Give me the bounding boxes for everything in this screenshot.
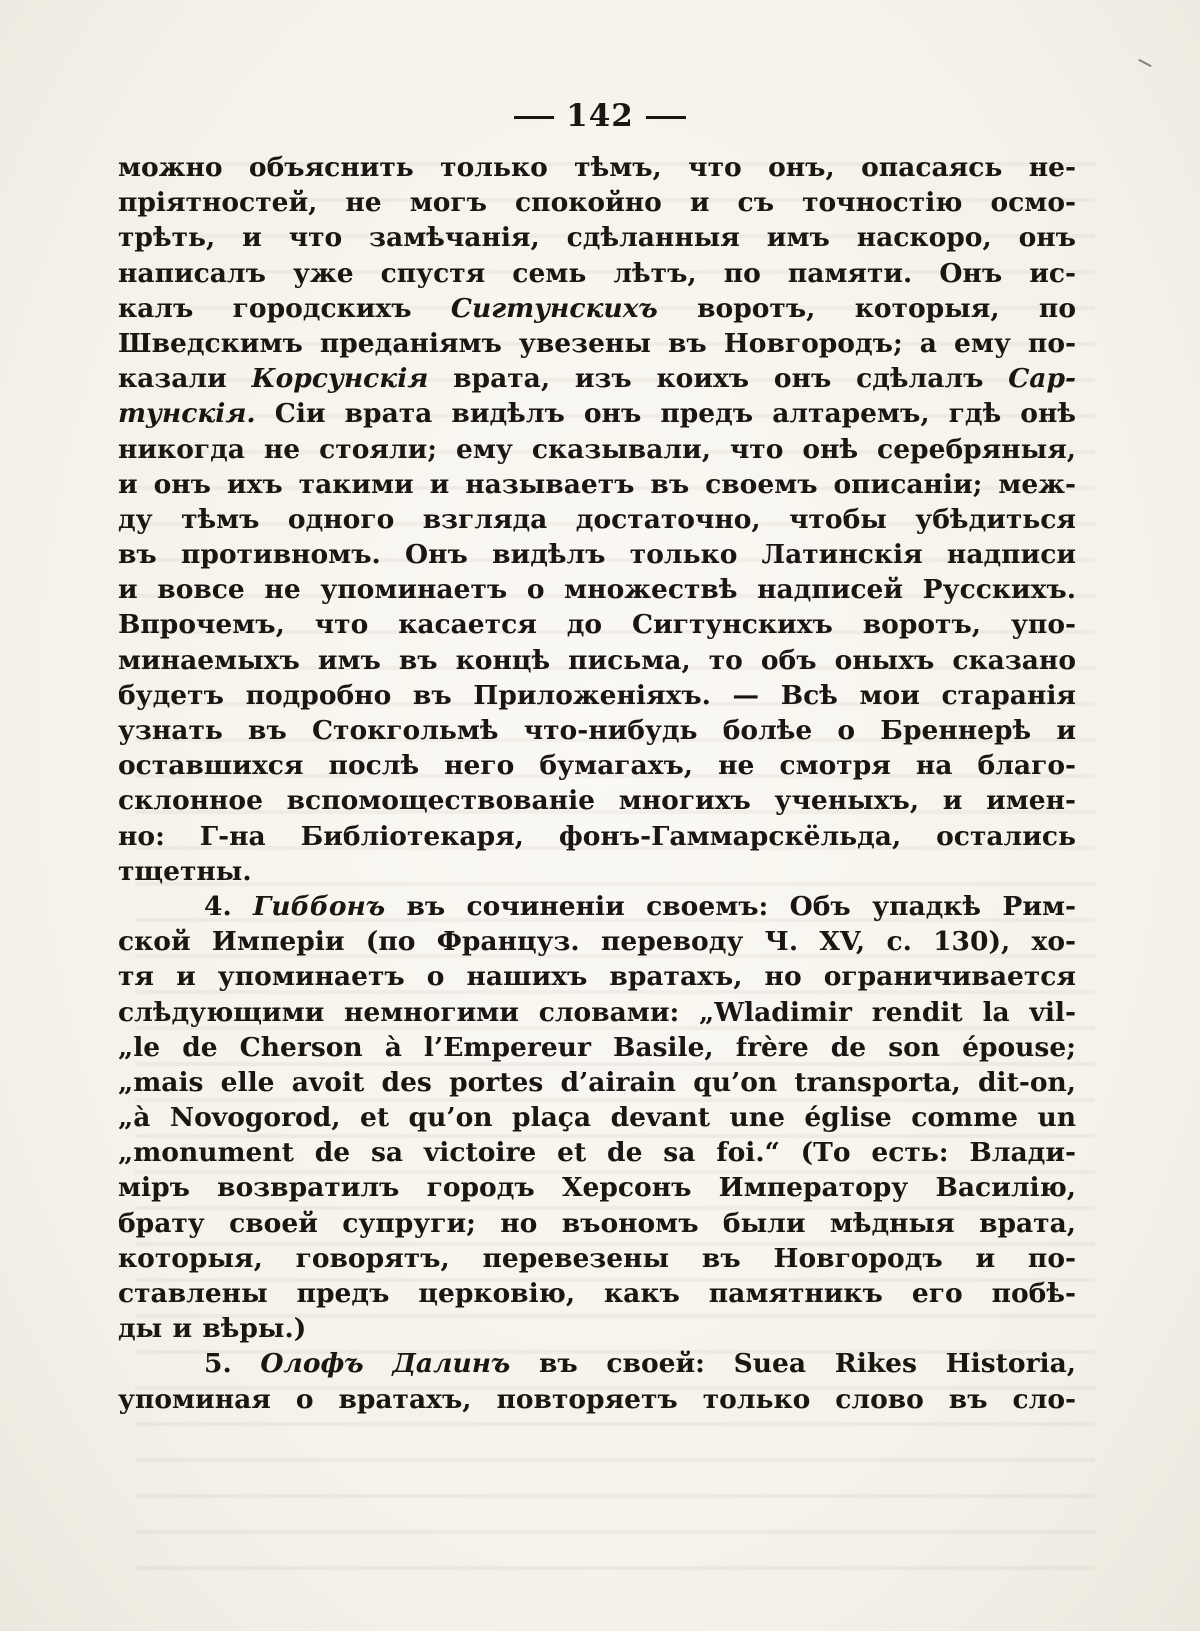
text-segment: и вовсе не упоминаетъ о множествѣ надписей Русскихъ. [118, 574, 1076, 606]
text-line [118, 256, 1076, 291]
text-line [118, 1382, 1076, 1417]
text-segment: оставшихся послѣ него бумагахъ, не смотря на благо- [118, 750, 1076, 782]
text-line [118, 607, 1076, 642]
text-segment: „à Novogorod, et qu’on plaça devant une église comme un [118, 1102, 1076, 1134]
text-segment: „monument de sa victoire et de sa foi.“ (То есть: Влади- [118, 1137, 1076, 1169]
text-line [118, 1135, 1076, 1170]
text-line [118, 502, 1076, 537]
text-line [118, 854, 1076, 889]
text-segment: брату своей супруги; но въономъ были мѣдныя врата, [118, 1207, 1076, 1239]
text-segment: которыя, говорятъ, перевезены въ Новгородъ и по- [118, 1242, 1076, 1274]
text-segment: и онъ ихъ такими и называетъ въ своемъ описаніи; меж- [118, 468, 1076, 500]
text-line [118, 1030, 1076, 1065]
text-line [118, 959, 1076, 994]
text-line [118, 713, 1076, 748]
text-line [118, 748, 1076, 783]
italic-segment: Сигтунскихъ [450, 292, 658, 324]
text-line [118, 396, 1076, 431]
italic-segment: Сар- [1008, 363, 1076, 395]
italic-segment: Корсунскія [251, 363, 429, 395]
text-line [118, 819, 1076, 854]
text-segment: можно объяснить только тѣмъ, что онъ, опасаясь не- [118, 152, 1076, 183]
text-line [118, 537, 1076, 572]
text-line [118, 185, 1076, 220]
text-line [118, 150, 1076, 185]
text-segment: пріятностей, не могъ спокойно и съ точностію осмо- [118, 187, 1076, 219]
text-line [118, 220, 1076, 255]
body-text [118, 150, 1076, 1417]
text-line [118, 1065, 1076, 1100]
text-segment: ставлены предъ церковію, какъ памятникъ его побѣ- [118, 1278, 1076, 1309]
text-segment: ды и вѣры.) [118, 1313, 307, 1345]
text-line [118, 1100, 1076, 1135]
text-segment: написалъ уже спустя семь лѣтъ, по памяти. Онъ ис- [118, 257, 1076, 289]
italic-segment: Гиббонъ [253, 890, 386, 922]
text-segment: упоминая о вратахъ, повторяетъ только слово въ сло- [118, 1383, 1076, 1415]
italic-segment: тунскія. [118, 398, 256, 430]
text-segment: въ сочиненіи своемъ: Объ упадкѣ Рим- [385, 890, 1076, 922]
page-header [0, 98, 1200, 134]
text-line [118, 783, 1076, 818]
text-line [118, 1346, 1076, 1381]
text-line [118, 1206, 1076, 1241]
text-line [118, 1241, 1076, 1276]
text-segment: врата, изъ коихъ онъ сдѣлалъ [428, 363, 1009, 395]
header-dash-right [646, 116, 686, 119]
text-line [118, 1276, 1076, 1311]
text-segment: трѣть, и что замѣчанія, сдѣланныя имъ наскоро, онъ [118, 222, 1076, 254]
text-segment: „le de Cherson à l’Empereur Basile, frère de son épouse; [118, 1031, 1076, 1063]
text-segment: въ своей: Suea Rikes Historia, [510, 1348, 1076, 1380]
text-segment: склонное вспомоществованіе многихъ ученыхъ, и имен- [118, 785, 1076, 817]
text-segment: узнать въ Стокгольмѣ что-нибудь болѣе о Бреннерѣ и [118, 715, 1076, 746]
italic-segment: Олофъ Далинъ [260, 1348, 511, 1380]
text-line [118, 889, 1076, 924]
text-segment: слѣдующими немногими словами: „Wladimir rendit la vil- [118, 996, 1076, 1028]
text-segment: 4. [204, 890, 254, 922]
text-segment: 5. [204, 1348, 261, 1380]
text-segment: но: Г-на Библіотекаря, фонъ-Гаммарскёльда, остались [118, 820, 1076, 852]
text-line [118, 643, 1076, 678]
corner-mark [1138, 59, 1151, 67]
text-line [118, 361, 1076, 396]
text-line [118, 1170, 1076, 1205]
text-line [118, 467, 1076, 502]
text-line [118, 432, 1076, 467]
page-number: 142 [566, 98, 634, 134]
text-line [118, 924, 1076, 959]
text-segment: ской Имперіи (по Француз. переводу Ч. XV, с. 130), хо- [118, 926, 1076, 958]
text-line [118, 326, 1076, 361]
text-segment: „mais elle avoit des portes d’airain qu’on transporta, dit-on, [118, 1066, 1076, 1098]
text-segment: казали [118, 363, 252, 395]
header-dash-left [514, 116, 554, 119]
text-line [118, 572, 1076, 607]
text-segment: Впрочемъ, что касается до Сигтунскихъ воротъ, упо- [118, 609, 1076, 641]
text-segment: калъ городскихъ [118, 292, 451, 324]
text-segment: Шведскимъ преданіямъ увезены въ Новгородъ; а ему по- [118, 327, 1076, 359]
text-segment: никогда не стояли; ему сказывали, что онѣ серебряныя, [118, 433, 1076, 465]
text-line [118, 1311, 1076, 1346]
text-segment: въ противномъ. Онъ видѣлъ только Латинскія надписи [118, 539, 1076, 571]
text-line [118, 291, 1076, 326]
text-segment: воротъ, которыя, по [657, 292, 1076, 324]
text-segment: тщетны. [118, 855, 252, 887]
text-segment: міръ возвратилъ городъ Херсонъ Императору Василію, [118, 1172, 1076, 1204]
text-segment: будетъ подробно въ Приложеніяхъ. — Всѣ мои старанія [118, 679, 1076, 711]
text-line [118, 995, 1076, 1030]
text-segment: минаемыхъ имъ въ концѣ письма, то объ оныхъ сказано [118, 644, 1076, 676]
text-segment: Сіи врата видѣлъ онъ предъ алтаремъ, гдѣ онѣ [255, 398, 1076, 430]
text-segment: ду тѣмъ одного взгляда достаточно, чтобы убѣдиться [118, 503, 1076, 535]
text-segment: тя и упоминаетъ о нашихъ вратахъ, но ограничивается [118, 961, 1076, 993]
text-line [118, 678, 1076, 713]
